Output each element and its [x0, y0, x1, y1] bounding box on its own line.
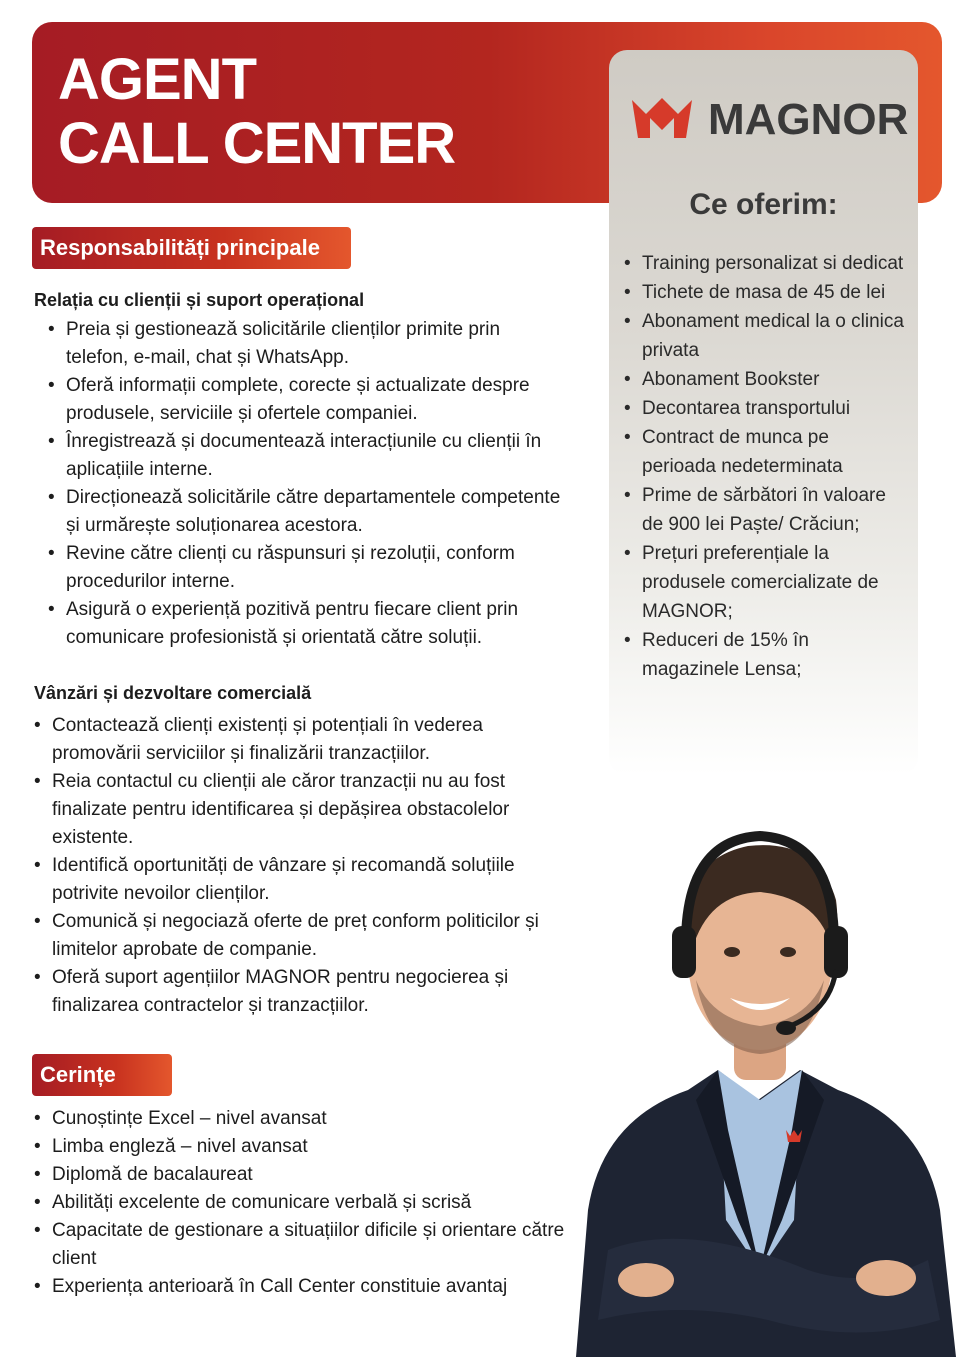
list-item: • Cunoștințe Excel – nivel avansat	[52, 1105, 567, 1133]
list-item: • Comunică și negociază oferte de preț conform politicilor și limitelor aprobate de companie.	[52, 908, 567, 964]
section-title-sales: Vânzări și dezvoltare comercială	[34, 683, 312, 703]
list-item: • Oferă informații complete, corecte și actualizate despre produsele, serviciile și ofertele companiei.	[66, 372, 566, 428]
list-item: • Limba engleză – nivel avansat	[52, 1133, 567, 1161]
list-item: • Asigură o experiență pozitivă pentru fiecare client prin comunicare profesionistă și orientată către soluții.	[66, 596, 566, 652]
list-item: • Reia contactul cu clienții ale căror tranzacții nu au fost finalizate pentru identificarea și depășirea obstacolelor existente.	[52, 768, 567, 852]
list-item: • Direcționează solicitările către departamentele competente și urmărește soluționarea acestora.	[66, 484, 566, 540]
title-line-2: CALL CENTER	[58, 111, 456, 176]
sales-list	[52, 712, 567, 1020]
requirements-heading: Cerințe	[32, 1054, 172, 1096]
offer-item: • Abonament Bookster	[642, 365, 904, 394]
customer-relations-list	[66, 316, 566, 652]
brand-logo	[630, 94, 909, 146]
title-line-1: AGENT	[58, 47, 256, 112]
magnor-crown-icon	[630, 96, 694, 140]
offer-heading: Ce oferim:	[689, 188, 838, 221]
list-item: • Experiența anterioară în Call Center constituie avantaj	[52, 1273, 567, 1301]
brand-name: MAGNOR	[708, 95, 909, 144]
offer-item: • Reduceri de 15% în magazinele Lensa;	[642, 626, 904, 684]
list-item: • Capacitate de gestionare a situațiilor dificile și orientare către client	[52, 1217, 567, 1273]
list-item: • Preia și gestionează solicitările clienților primite prin telefon, e-mail, chat și WhatsApp.	[66, 316, 566, 372]
offer-item: • Tichete de masa de 45 de lei	[642, 278, 904, 307]
offer-item: • Training personalizat si dedicat	[642, 249, 904, 278]
list-item: • Diplomă de bacalaureat	[52, 1161, 567, 1189]
offer-list	[642, 249, 904, 684]
offer-item: • Abonament medical la o clinica privata	[642, 307, 904, 365]
list-item: • Contactează clienți existenți și potențiali în vederea promovării serviciilor și finalizării tranzacțiilor.	[52, 712, 567, 768]
section-title-customer-relations: Relația cu clienții și suport operațional	[34, 290, 365, 310]
list-item: • Înregistrează și documentează interacțiunile cu clienții în aplicațiile interne.	[66, 428, 566, 484]
responsibilities-heading: Responsabilități principale	[32, 227, 351, 269]
list-item: • Revine către clienți cu răspunsuri și rezoluții, conform procedurilor interne.	[66, 540, 566, 596]
offer-item: • Contract de munca pe perioada nedeterminata	[642, 423, 904, 481]
offer-item: • Prețuri preferențiale la produsele comercializate de MAGNOR;	[642, 539, 904, 626]
requirements-list	[52, 1105, 567, 1301]
list-item: • Identifică oportunități de vânzare și recomandă soluțiile potrivite nevoilor clienților.	[52, 852, 567, 908]
offer-item: • Decontarea transportului	[642, 394, 904, 423]
page-title	[58, 48, 455, 176]
list-item: • Oferă suport agențiilor MAGNOR pentru negocierea și finalizarea contractelor și tranzacțiilor.	[52, 964, 567, 1020]
offer-item: • Prime de sărbători în valoare de 900 lei Paște/ Crăciun;	[642, 481, 904, 539]
call-center-agent-photo	[568, 800, 960, 1357]
list-item: • Abilități excelente de comunicare verbală și scrisă	[52, 1189, 567, 1217]
